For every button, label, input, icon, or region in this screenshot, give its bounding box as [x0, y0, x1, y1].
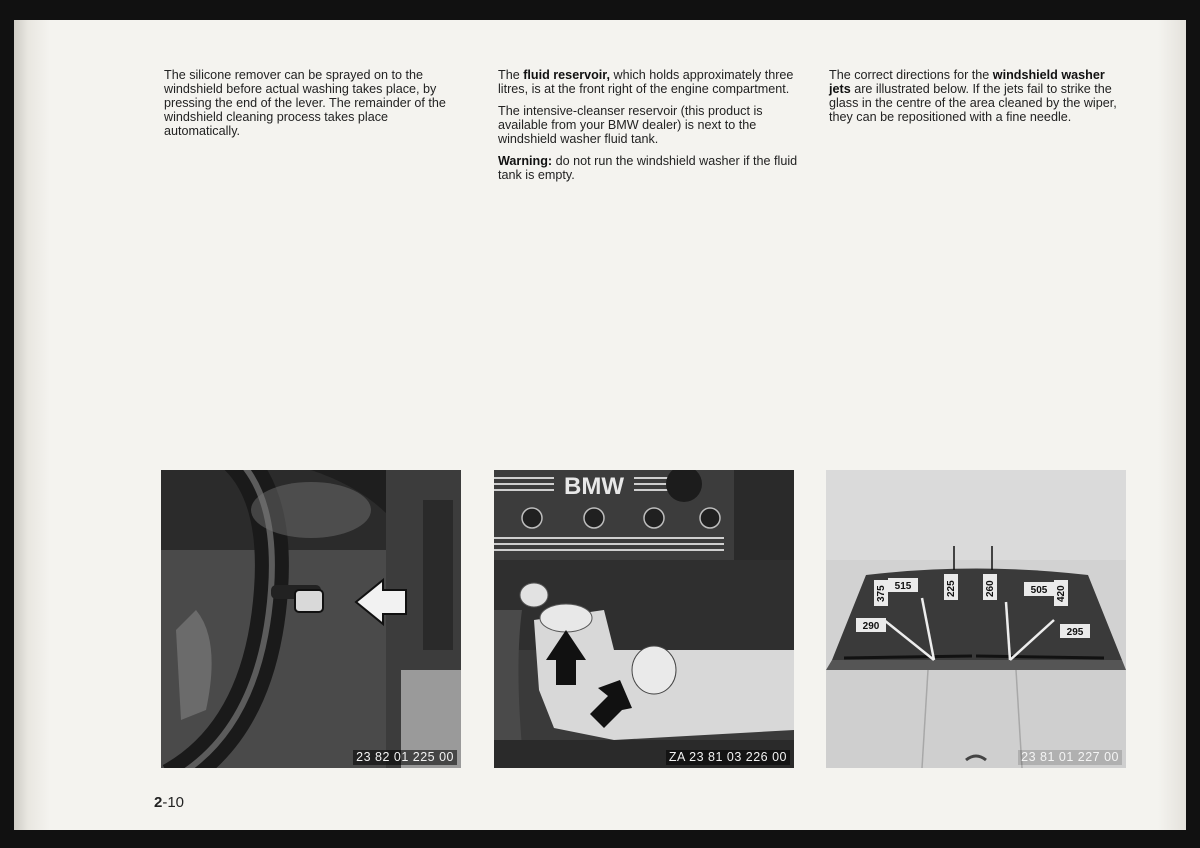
fluid-reservoir-term: fluid reservoir, — [523, 68, 610, 82]
washer-jets-diagram — [826, 470, 1126, 768]
text-column-1 — [164, 68, 464, 146]
dim-label: 290 — [862, 621, 880, 632]
photo-reference-code: 23 82 01 225 00 — [353, 750, 457, 765]
text-column-3 — [829, 68, 1129, 132]
silicone-remover-paragraph: The silicone remover can be sprayed on to the windshield before actual washing takes place, by pressing the end of the lever. The remainder of the windshield cleaning process takes place automatically. — [164, 68, 446, 138]
dim-label: 515 — [894, 581, 912, 592]
page-number — [154, 794, 184, 811]
steering-lever-photo — [161, 470, 461, 768]
dim-label: 225 — [946, 580, 957, 597]
steering-lever-illustration — [161, 470, 461, 768]
page-within-chapter: -10 — [162, 794, 185, 811]
washer-jets-diagram-photo — [826, 470, 1126, 768]
text-run: The — [498, 68, 524, 82]
warning-paragraph — [498, 154, 798, 182]
text-column-2 — [498, 68, 798, 190]
text-run: which holds approximately three litres, is at the front right of the engine compartment. — [498, 68, 794, 96]
washer-jets-paragraph — [829, 68, 1129, 124]
dim-label: 420 — [1056, 585, 1067, 602]
text-run: The correct directions for the — [829, 68, 993, 82]
dim-label: 505 — [1030, 585, 1048, 596]
text-run: do not run the windshield washer if the fluid tank is empty. — [498, 154, 798, 182]
text-run: are illustrated below. If the jets fail to strike the glass in the centre of the area cleaned by the wiper, they can be repositioned with a fine needle. — [829, 82, 1117, 124]
bmw-badge-text: BMW — [564, 473, 624, 500]
chapter-number: 2 — [154, 794, 163, 811]
fluid-reservoir-paragraph — [498, 68, 798, 96]
dim-label: 295 — [1066, 627, 1084, 638]
intensive-cleanser-paragraph: The intensive-cleanser reservoir (this product is available from your BMW dealer) is next to the windshield washer fluid tank. — [498, 104, 763, 146]
page-binding-shadow — [14, 20, 50, 830]
manual-page — [14, 20, 1186, 830]
warning-label: Warning: — [498, 154, 553, 168]
page-edge-shadow — [1158, 20, 1186, 830]
photo-reference-code: ZA 23 81 03 226 00 — [666, 750, 790, 765]
engine-reservoir-illustration — [494, 470, 794, 768]
photo-reference-code: 23 81 01 227 00 — [1018, 750, 1122, 765]
washer-jets-term: windshield washer jets — [829, 68, 1105, 96]
dim-label: 260 — [985, 580, 996, 597]
engine-reservoir-photo — [494, 470, 794, 768]
dim-label: 375 — [876, 585, 887, 602]
